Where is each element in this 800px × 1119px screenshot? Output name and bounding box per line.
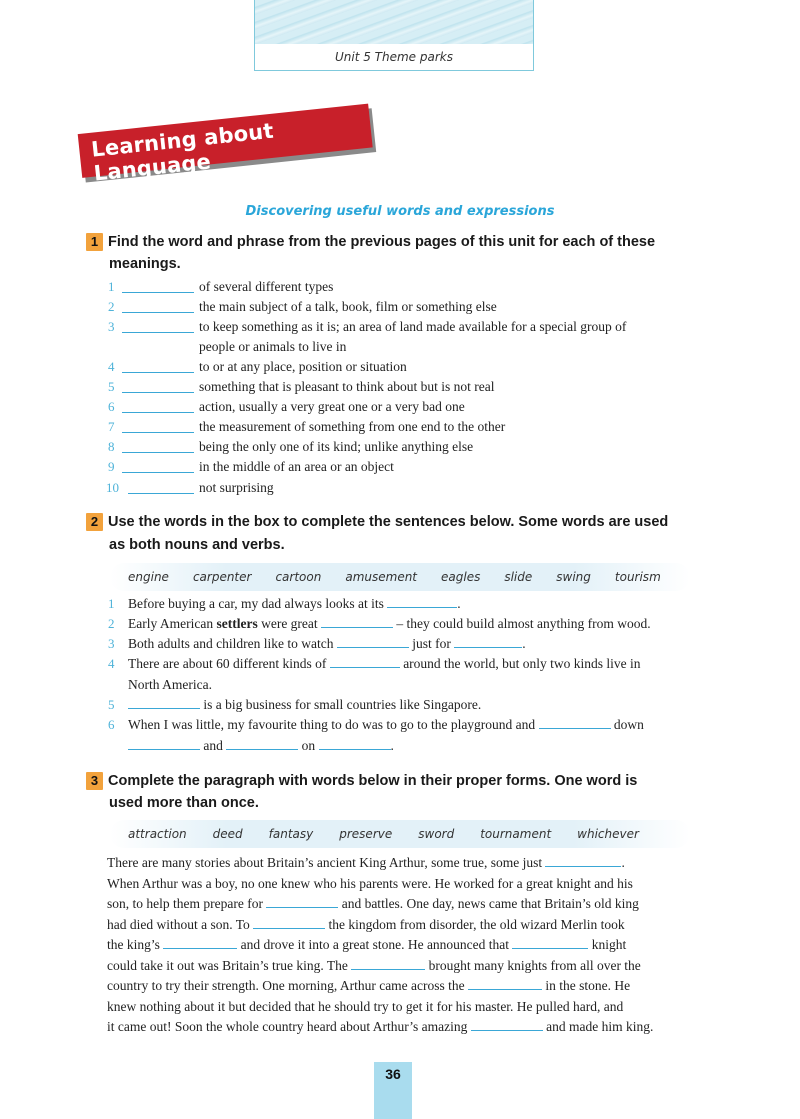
paragraph-text: There are many stories about Britain’s ancient King Arthur, some true, some just <box>107 855 543 870</box>
sentence-text: . <box>522 636 526 651</box>
paragraph-text: had died without a son. To <box>107 916 250 932</box>
item-number: 5 <box>108 379 115 394</box>
sentence-2 <box>128 614 651 634</box>
paragraph-line <box>107 976 702 997</box>
answer-blank[interactable] <box>253 917 325 929</box>
word-box-item: slide <box>504 570 533 584</box>
paragraph-line: knew nothing about it but decided that he should try to get it for his master. He pulled hard, and <box>107 998 624 1014</box>
paragraph-text: the king’s <box>107 937 160 952</box>
arthur-paragraph <box>107 853 702 1038</box>
answer-blank[interactable] <box>163 937 237 949</box>
answer-blank[interactable] <box>122 401 194 413</box>
definition-text: the measurement of something from one end to the other <box>199 419 506 434</box>
exercise-2-instruction: Use the words in the box to complete the sentences below. Some words are used <box>108 514 669 530</box>
definition-text: the main subject of a talk, book, film or something else <box>199 299 497 314</box>
definition-text: not surprising <box>199 480 274 495</box>
word-box-item: cartoon <box>275 570 322 584</box>
paragraph-line <box>107 915 702 936</box>
definition-text: in the middle of an area or an object <box>199 459 394 474</box>
sentence-4-cont: North America. <box>128 677 212 692</box>
item-number: 10 <box>106 480 119 495</box>
item-number: 3 <box>108 319 115 334</box>
word-box-item: fantasy <box>268 827 314 841</box>
word-box-item: sword <box>418 827 455 841</box>
sentence-text: on <box>301 738 316 753</box>
word-box-2 <box>110 563 690 591</box>
answer-blank[interactable] <box>122 461 194 473</box>
page-number: 36 <box>385 1066 401 1082</box>
item-number: 2 <box>108 616 115 631</box>
sentence-4 <box>128 654 641 674</box>
exercise-number-badge: 1 <box>86 233 103 251</box>
definition-text: of several different types <box>199 279 334 294</box>
sentence-text: Both adults and children like to watch <box>128 636 334 651</box>
paragraph-text: knight <box>591 937 627 952</box>
exercise-3-heading <box>86 771 716 792</box>
sentence-bold-word: settlers <box>216 616 258 631</box>
sentence-text: . <box>457 596 461 611</box>
answer-blank[interactable] <box>387 596 457 608</box>
paragraph-text: and made him king. <box>546 1019 654 1034</box>
sentence-text: When I was little, my favourite thing to do was to go to the playground and <box>128 717 536 732</box>
sentence-text: – they could build almost anything from wood. <box>396 616 651 631</box>
definition-text: to keep something as it is; an area of land made available for a special group of <box>199 319 627 334</box>
answer-blank[interactable] <box>545 855 621 867</box>
answer-blank[interactable] <box>351 958 425 970</box>
exercise-number-badge: 2 <box>86 513 103 531</box>
paragraph-text: country to try their strength. One morning, Arthur came across the <box>107 978 465 993</box>
section-title: Learning about Language <box>90 118 275 186</box>
section-subtitle: Discovering useful words and expressions <box>245 204 555 219</box>
item-number: 9 <box>108 459 115 474</box>
paragraph-text: in the stone. He <box>545 978 631 993</box>
sentence-text: just for <box>412 636 451 651</box>
paragraph-text: and drove it into a great stone. He announced that <box>240 937 510 952</box>
item-number: 2 <box>108 299 115 314</box>
answer-blank[interactable] <box>539 717 611 729</box>
item-number: 1 <box>108 596 115 611</box>
word-box-item: deed <box>212 827 243 841</box>
paragraph-text: could take it out was Britain’s true king. The <box>107 957 348 973</box>
item-number: 4 <box>108 359 115 374</box>
paragraph-text: it came out! Soon the whole country heard about Arthur’s amazing <box>107 1019 468 1034</box>
sentence-6-cont <box>128 736 394 756</box>
item-number: 6 <box>108 717 115 732</box>
answer-blank[interactable] <box>128 482 194 494</box>
sentence-text: and <box>203 738 223 753</box>
word-box-item: tournament <box>480 827 552 841</box>
definition-text: being the only one of its kind; unlike anything else <box>199 439 474 454</box>
sentence-text: Early American <box>128 616 217 631</box>
sentence-text: were great <box>257 616 318 631</box>
answer-blank[interactable] <box>122 441 194 453</box>
word-box-3 <box>110 820 690 848</box>
paragraph-line <box>107 853 702 874</box>
item-number: 5 <box>108 697 115 712</box>
word-box-item: eagles <box>441 570 481 584</box>
paragraph-line <box>107 1017 702 1038</box>
answer-blank[interactable] <box>122 301 194 313</box>
sentence-text: down <box>613 717 644 732</box>
answer-blank[interactable] <box>122 421 194 433</box>
item-number: 6 <box>108 399 115 414</box>
answer-blank[interactable] <box>454 636 522 648</box>
definition-text: action, usually a very great one or a very bad one <box>199 399 465 414</box>
paragraph-text: and battles. One day, news came that Britain’s old king <box>341 896 639 911</box>
word-box-item: carpenter <box>192 570 252 584</box>
sentence-6 <box>128 715 644 735</box>
paragraph-text: the kingdom from disorder, the old wizard Merlin took <box>328 916 625 932</box>
exercise-1-heading-cont: meanings. <box>109 256 181 272</box>
section-banner <box>78 104 373 186</box>
answer-blank[interactable] <box>122 381 194 393</box>
paragraph-line <box>107 894 702 915</box>
sentence-text: There are about 60 different kinds of <box>128 656 327 671</box>
item-number: 4 <box>108 656 115 671</box>
item-number: 8 <box>108 439 115 454</box>
answer-blank[interactable] <box>330 656 400 668</box>
item-number: 3 <box>108 636 115 651</box>
answer-blank[interactable] <box>321 616 393 628</box>
word-box-item: amusement <box>345 570 418 584</box>
answer-blank[interactable] <box>122 361 194 373</box>
answer-blank[interactable] <box>468 978 542 990</box>
unit-label: Unit 5 Theme parks <box>254 44 534 71</box>
exercise-2-heading-cont: as both nouns and verbs. <box>109 537 285 553</box>
word-box-item: preserve <box>339 827 393 841</box>
exercise-1-instruction: Find the word and phrase from the previous pages of this unit for each of these <box>108 234 656 250</box>
exercise-2-heading <box>86 512 716 533</box>
item-number: 7 <box>108 419 115 434</box>
definition-text: to or at any place, position or situation <box>199 359 407 374</box>
sentence-text: around the world, but only two kinds live in <box>403 656 641 671</box>
word-box-item: attraction <box>128 827 187 841</box>
exercise-number-badge: 3 <box>86 772 103 790</box>
answer-blank[interactable] <box>471 1019 543 1031</box>
paragraph-line <box>107 935 702 956</box>
header-decoration <box>254 0 534 44</box>
sentence-text: is a big business for small countries like Singapore. <box>203 697 482 712</box>
exercise-1-heading <box>86 232 716 253</box>
word-box-item: tourism <box>614 570 661 584</box>
answer-blank[interactable] <box>512 937 588 949</box>
answer-blank[interactable] <box>266 896 338 908</box>
paragraph-text: son, to help them prepare for <box>107 896 263 911</box>
word-box-item: engine <box>128 570 169 584</box>
definition-text: something that is pleasant to think about but is not real <box>199 379 495 394</box>
answer-blank[interactable] <box>337 636 409 648</box>
sentence-1 <box>128 594 461 614</box>
definition-text-cont: people or animals to live in <box>199 339 347 354</box>
answer-blank[interactable] <box>128 738 200 750</box>
answer-blank[interactable] <box>226 738 298 750</box>
paragraph-line: When Arthur was a boy, no one knew who his parents were. He worked for a great knight and his <box>107 875 633 891</box>
answer-blank[interactable] <box>122 321 194 333</box>
exercise-3-instruction: Complete the paragraph with words below in their proper forms. One word is <box>108 773 638 789</box>
answer-blank[interactable] <box>128 697 200 709</box>
sentence-5 <box>128 695 481 715</box>
sentence-3 <box>128 634 526 654</box>
paragraph-text: brought many knights from all over the <box>428 957 641 973</box>
paragraph-line <box>107 956 702 977</box>
answer-blank[interactable] <box>319 738 391 750</box>
exercise-3-heading-cont: used more than once. <box>109 795 259 811</box>
word-box-item: whichever <box>577 827 639 841</box>
item-number: 1 <box>108 279 115 294</box>
sentence-text: Before buying a car, my dad always looks at its <box>128 596 384 611</box>
answer-blank[interactable] <box>122 281 194 293</box>
paragraph-text: . <box>621 855 625 870</box>
sentence-text: . <box>390 738 394 753</box>
word-box-item: swing <box>556 570 591 584</box>
